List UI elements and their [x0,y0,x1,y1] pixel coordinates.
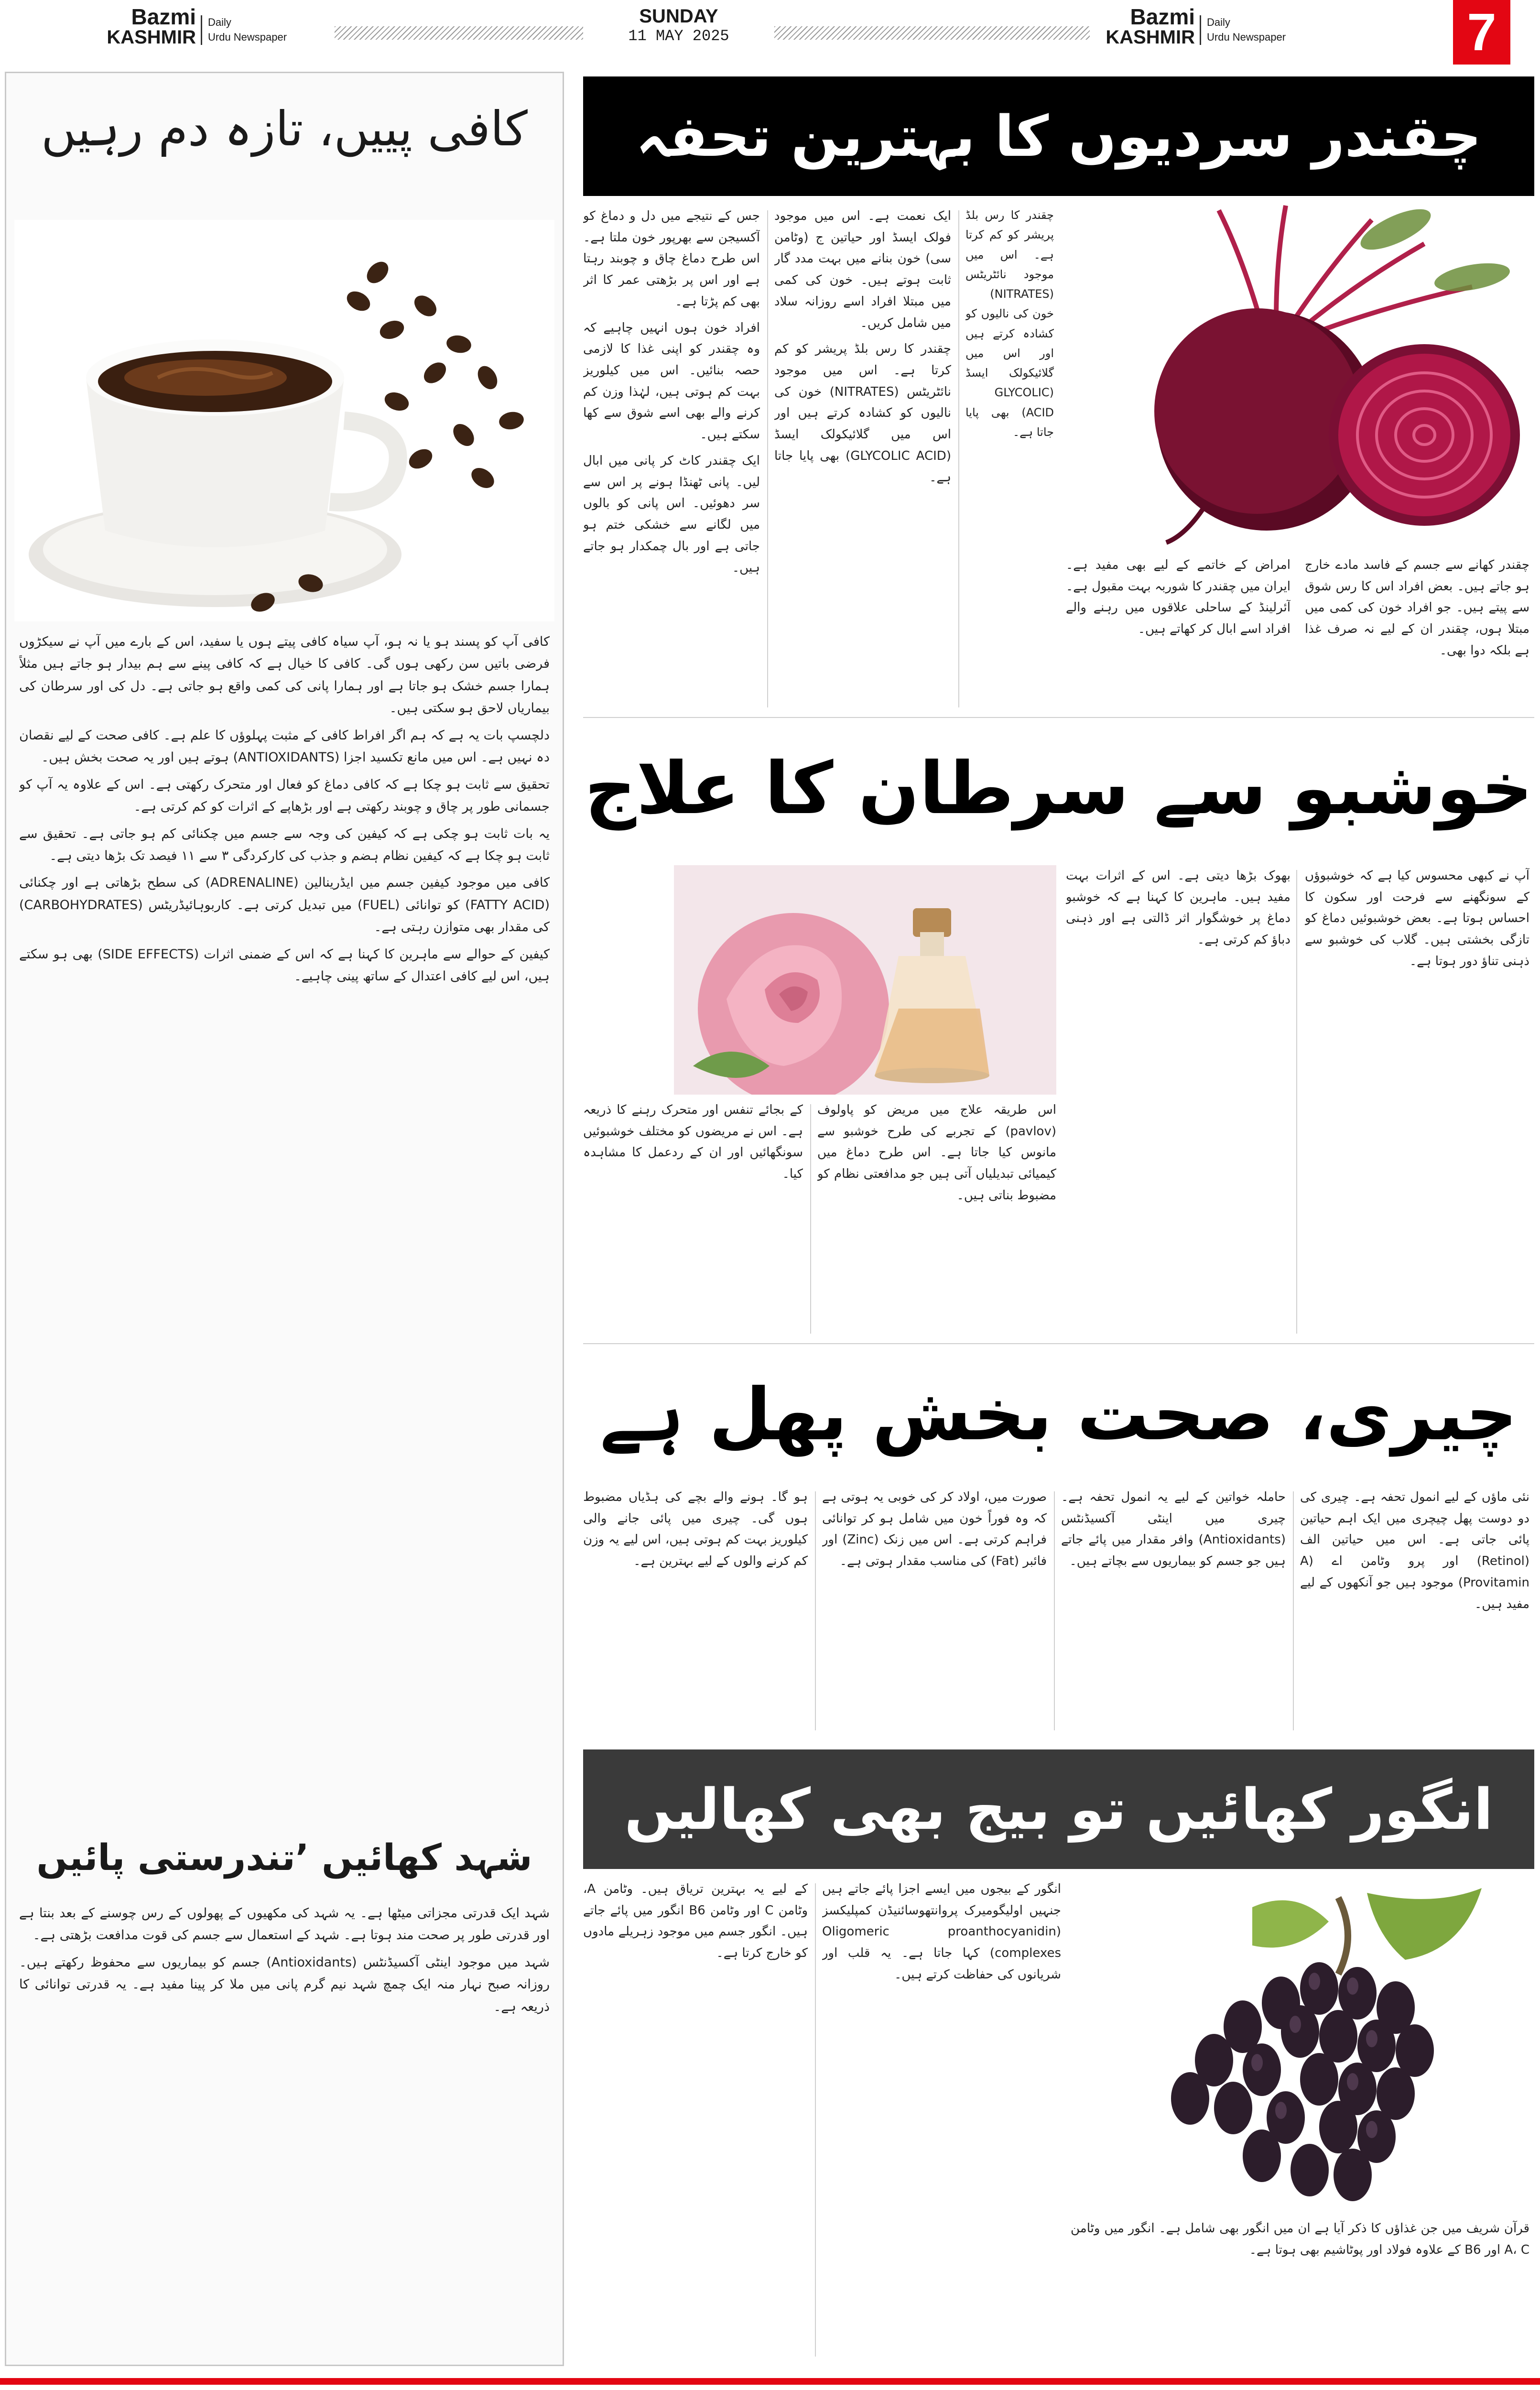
cherry-column-4 [1300,1487,1529,1735]
column-divider [810,1104,811,1334]
beetroot-paragraph: چقندر کا رس بلڈ پریشر کو کم کرتا ہے۔ اس میں موجود نائٹریٹس (NITRATES) خون کی نالیوں کو کشادہ کرتے ہیں اور اس میں گلائیکولک ایسڈ (GLYCOLIC ACID) بھی پایا جاتا ہے۔ [965,208,1054,439]
grapes-banner: انگور کھائیں تو بیج بھی کھالیں [583,1749,1534,1869]
cherry-paragraph: ہو گا۔ ہونے والے بچے کی ہڈیاں مضبوط ہوں گی۔ چیری میں پائی جانے والی کیلوریز بہت کم ہوتی ہیں، اس لیے یہ وزن کم کرنے والوں کے لیے بہترین ہے۔ [583,1490,808,1569]
coffee-paragraph: کیفین کے حوالے سے ماہرین کا کہنا ہے کہ اس کے ضمنی اثرات (SIDE EFFECTS) بھی ہو سکتے ہیں، اس لیے کافی اعتدال کے ساتھ پینی چاہیے۔ [19,946,550,984]
brand-right-sub-line2: Urdu Newspaper [1207,31,1286,43]
coffee-paragraph: کافی آپ کو پسند ہو یا نہ ہو، آپ سیاہ کافی پیتے ہوں یا سفید، اس کے بارے میں آپ نے سیکڑوں فرضی باتیں سن رکھی ہوں گی۔ کافی کا خیال ہے کہ کافی پینے سے ہم بیدار ہو جاتے ہیں مثلاً ہمارا جسم خشک ہو جاتا ہے اور ہمارا پانی کی کمی واقع ہو جاتی ہے۔ دل کی اور سرطان کی بیماریاں لاحق ہو سکتی ہیں۔ [19,634,550,716]
page-header [0,0,1540,65]
beetroot-paragraph: چقندر کا رس بلڈ پریشر کو کم کرتا ہے۔ اس میں موجود نائٹریٹس (NITRATES) خون کی نالیوں کو کشادہ کرتے ہیں اور اس میں گلائیکولک ایسڈ (GLYCOLIC ACID) بھی پایا جاتا ہے۔ [774,342,951,485]
rose-paragraph: بھوک بڑھا دیتی ہے۔ اس کے اثرات بہت مفید ہیں۔ ماہرین کا کہنا ہے کہ خوشبو دماغ پر خوشگوار اثر ڈالتی ہے اور ذہنی دباؤ کم کرتی ہے۔ [1066,869,1291,947]
beetroot-paragraph: افراد خون ہوں انہیں چاہیے کہ وہ چقندر کو اپنی غذا کا لازمی حصہ بنائیں۔ اس میں کیلوریز بہت کم ہوتی ہیں، لہٰذا وزن کم کرنے والے بھی اسے شوق سے کھا سکتے ہیں۔ [583,320,760,442]
honey-title: شہد کھائیں ’تندرستی پائیں [36,1836,532,1879]
brand-line1: Bazmi [131,4,196,29]
header-date-block [593,6,765,45]
rose-column-1 [583,1099,803,1338]
header-day: SUNDAY [639,6,718,27]
cherry-paragraph: حاملہ خواتین کے لیے یہ انمول تحفہ ہے۔ چیری میں اینٹی آکسیڈنٹس (Antioxidants) وافر مقدار میں پائے جاتے ہیں جو جسم کو بیماریوں سے بچاتے ہیں۔ [1061,1490,1286,1569]
beetroot-column-4 [1066,554,1291,712]
column-divider [767,210,768,707]
coffee-image [14,220,554,621]
coffee-paragraph: کافی میں موجود کیفین جسم میں ایڈرینالین (ADRENALINE) کی سطح بڑھاتی ہے اور چکنائی (FATTY ACID) کو توانائی (FUEL) میں تبدیل کرتی ہے۔ کاربوہائیڈریٹس (CARBOHYDRATES) کی مقدار بھی متوازن رہتی ہے۔ [19,875,550,935]
rose-paragraph: اس طریقہ علاج میں مریض کو پاولوف (pavlov) کے تجربے کی طرح خوشبو سے مانوس کیا جاتا ہے۔ اس طرح دماغ میں کیمیائی تبدیلیاں آتی ہیں جو مدافعتی نظام کو مضبوط بناتی ہیں۔ [817,1103,1056,1203]
cherry-column-1 [583,1487,808,1735]
brand-left [96,6,196,47]
cherry-column-3 [1061,1487,1286,1735]
header-hatch-right [774,26,1090,40]
cherry-column-2 [822,1487,1047,1735]
beetroot-paragraph: ایک چقندر کاٹ کر پانی میں ابال لیں۔ پانی ٹھنڈا ہونے پر اس سے سر دھوئیں۔ اس پانی کو بالوں میں لگانے سے خشکی ختم ہو جاتی ہے اور بال چمکدار ہو جاتے ہیں۔ [583,453,760,575]
coffee-title: کافی پییں، تازہ دم رہیں [41,101,528,157]
grapes-image [1071,1879,1534,2213]
column-divider [815,1883,816,2357]
beetroot-column-2 [774,206,951,712]
brand-left-sub [201,15,325,45]
grapes-paragraph: کے لیے یہ بہترین تریاق ہیں۔ وٹامن A، وٹامن C اور وٹامن B6 انگور میں پائے جاتے ہیں۔ انگور جسم میں موجود زہریلے مادوں کو خارج کرتا ہے۔ [583,1882,808,1961]
beetroot-column-3 [965,206,1054,712]
cherry-title: چیری، صحت بخش پھل ہے [583,1353,1534,1477]
column-divider [958,210,959,707]
coffee-article-body [19,631,550,1740]
coffee-paragraph: دلچسپ بات یہ ہے کہ ہم اگر افراط کافی کے مثبت پہلوؤں کا علم ہے۔ کافی صحت کے لیے نقصان دہ نہیں ہے۔ اس میں مانع تکسید اجزا (ANTIOXIDANTS) ہوتے ہیں اور یہ صحت بخش ہیں۔ [19,728,550,765]
beetroot-paragraph: جس کے نتیجے میں دل و دماغ کو آکسیجن سے بھرپور خون ملتا ہے۔ اس طرح دماغ چاق و چوبند رہتا ہے اور اس پر بڑھتی عمر کا اثر بھی کم پڑتا ہے۔ [583,209,760,309]
beetroot-paragraph: ایک نعمت ہے۔ اس میں موجود فولک ایسڈ اور حیاتین ج (وٹامن سی) خون بنانے میں بہت مدد گار ثابت ہوتے ہیں۔ خون کی کمی میں مبتلا افراد اسے روزانہ سلاد میں شامل کریں۔ [774,209,951,330]
column-divider [1054,1491,1055,1730]
brand-right-line1: Bazmi [1130,4,1195,29]
rose-paragraph: کے بجائے تنفس اور متحرک رہنے کا ذریعہ ہے۔ اس نے مریضوں کو مختلف خوشبوئیں سونگھائیں اور ان کے ردعمل کا مشاہدہ کیا۔ [583,1103,803,1182]
rose-column-4 [1305,865,1529,1338]
column-divider [815,1491,816,1730]
grapes-paragraph: قرآن شریف میں جن غذاؤں کا ذکر آیا ہے ان میں انگور بھی شامل ہے۔ انگور میں وٹامن A، C اور B6 کے علاوہ فولاد اور پوٹاشیم بھی ہوتا ہے۔ [1071,2221,1529,2257]
brand-right-line2: KASHMIR [1106,27,1195,48]
rose-column-2 [817,1099,1056,1338]
cherry-paragraph: نئی ماؤں کے لیے انمول تحفہ ہے۔ چیری کی دو دوست پھل چیچری میں ایک اہم حیاتین پائی جاتی ہے۔ اس میں حیاتین الف (Retinol) اور پرو وٹامن اے (A Provitamin) موجود ہیں جو آنکھوں کے لیے مفید ہیں۔ [1300,1490,1529,1611]
brand-right-sub [1200,15,1324,45]
column-divider [1293,1491,1294,1730]
page-number-badge: 7 [1453,0,1510,65]
beetroot-paragraph: امراض کے خاتمے کے لیے بھی مفید ہے۔ ایران میں چقندر کا شوربہ بہت مقبول ہے۔ آئرلینڈ کے ساحلی علاقوں میں رہنے والے افراد اسے ابال کر کھاتے ہیں۔ [1066,558,1291,637]
footer-rule [0,2378,1540,2385]
column-divider [1296,870,1297,1334]
header-hatch-left [335,26,583,40]
beetroot-paragraph: چقندر کھانے سے جسم کے فاسد مادے خارج ہو جاتے ہیں۔ بعض افراد اس کا رس شوق سے پیتے ہیں۔ جو افراد خون کی کمی میں مبتلا ہوں، چقندر ان کے لیے نہ صرف غذا ہے بلکہ دوا بھی۔ [1305,558,1529,658]
brand-right [1095,6,1195,47]
honey-paragraph: شہد میں موجود اینٹی آکسیڈنٹس (Antioxidants) جسم کو بیماریوں سے محفوظ رکھتے ہیں۔ روزانہ صبح نہار منہ ایک چمچ شہد نیم گرم پانی میں ملا کر پینا مفید ہے۔ یہ قدرتی توانائی کا ذریعہ ہے۔ [19,1955,550,2014]
header-date: 11 MAY 2025 [628,27,729,45]
beetroot-banner: چقندر سردیوں کا بہترین تحفہ [583,76,1534,196]
coffee-paragraph: یہ بات ثابت ہو چکی ہے کہ کیفین کی وجہ سے جسم میں چکنائی کم ہو جاتی ہے۔ تحقیق سے ثابت ہو چکا ہے کہ کیفین نظام ہضم و جذب کی کارکردگی ۳ سے ۱۱ فیصد تک بڑھا دیتی ہے۔ [19,826,550,863]
beetroot-column-1 [583,206,760,712]
grapes-column-3 [1071,2218,1529,2361]
coffee-paragraph: تحقیق سے ثابت ہو چکا ہے کہ کافی دماغ کو فعال اور متحرک رکھتی ہے۔ اس کے علاوہ یہ آپ کو جسمانی طور پر چاق و چوبند رکھتی ہے اور بڑھاپے کے اثرات کو کم کرتی ہے۔ [19,777,550,815]
cherry-paragraph: صورت میں، اولاد کر کی خوبی یہ ہوتی ہے کہ وہ فوراً خون میں شامل ہو کر توانائی فراہم کرتی ہے۔ اس میں زنک (Zinc) اور فائبر (Fat) کی مناسب مقدار ہوتی ہے۔ [822,1490,1047,1569]
rose-paragraph: آپ نے کبھی محسوس کیا ہے کہ خوشبوؤں کے سونگھنے سے فرحت اور سکون کا احساس ہوتا ہے۔ بعض خوشبوئیں دماغ کو تازگی بخشتی ہیں۔ گلاب کی خوشبو سے ذہنی تناؤ دور ہوتا ہے۔ [1305,869,1529,968]
section-divider [583,1343,1534,1344]
honey-article-body [19,1902,550,2352]
rose-title: خوشبو سے سرطان کا علاج [583,722,1534,856]
beetroot-image [1061,201,1534,545]
grapes-paragraph: انگور کے بیجوں میں ایسے اجزا پائے جاتے ہیں جنہیں اولیگومیرک پروانتھوسائنیڈن کمپلیکسز (Oligomeric proanthocyanidin complexes) کہا جاتا ہے۔ یہ قلب اور شریانوں کی حفاظت کرتے ہیں۔ [822,1882,1061,1982]
brand-sub-line2: Urdu Newspaper [208,31,287,43]
brand-line2: KASHMIR [107,27,196,48]
grapes-column-2 [822,1879,1061,2361]
rose-oil-image [674,865,1056,1095]
brand-sub-line1: Daily [208,16,231,28]
honey-paragraph: شہد ایک قدرتی مجزاتی میٹھا ہے۔ یہ شہد کی مکھیوں کے پھولوں کے رس چوسنے کے بعد بنتا ہے اور قدرتی طور پر صحت مند ہوتا ہے۔ شہد کے استعمال سے جسم کی قوت مدافعت بڑھتی ہے۔ [19,1906,550,1943]
brand-right-sub-line1: Daily [1207,16,1230,28]
beetroot-column-5 [1305,554,1529,712]
rose-column-3 [1066,865,1291,1338]
section-divider [583,717,1534,718]
grapes-column-1 [583,1879,808,2361]
